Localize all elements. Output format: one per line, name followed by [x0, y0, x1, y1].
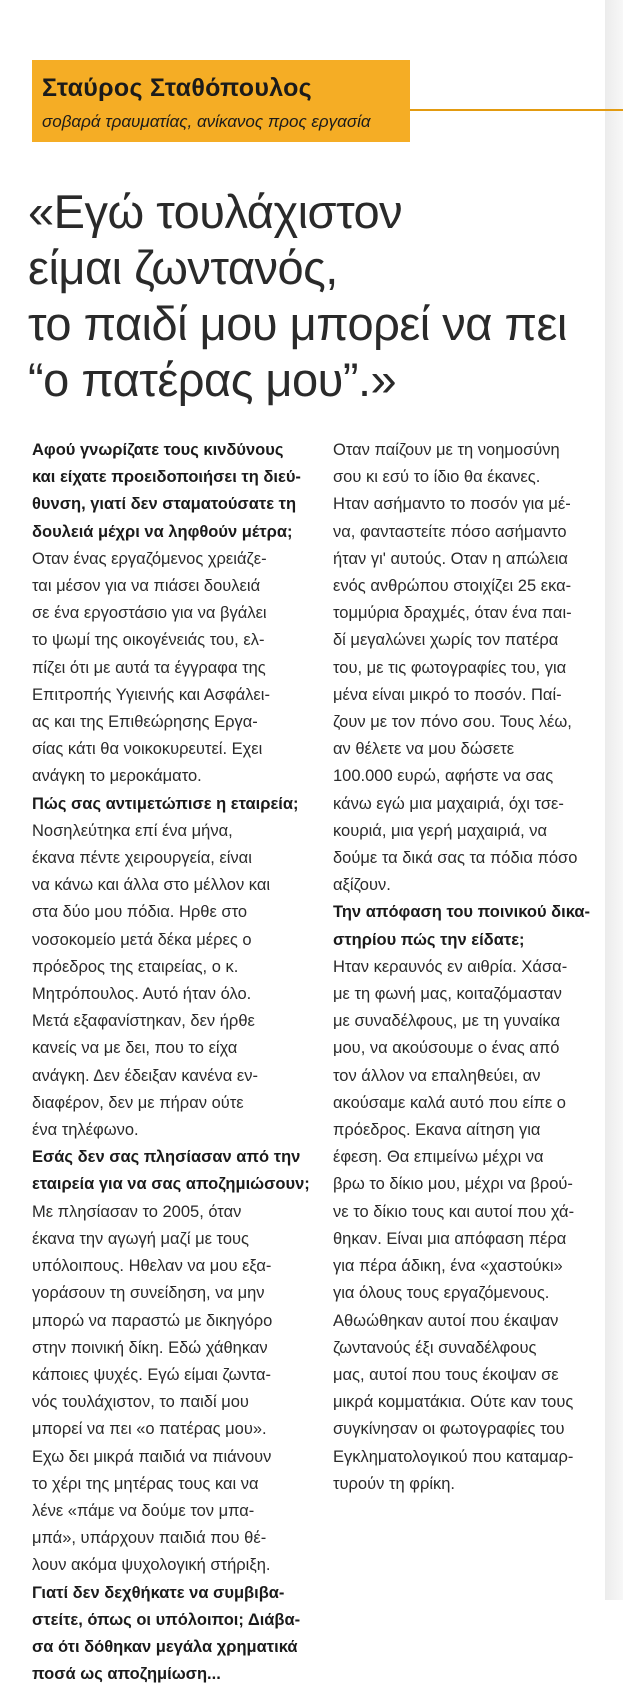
- interview-answer-line: κανείς να με δει, που το είχα: [32, 1039, 238, 1058]
- interview-answer-line: Αθωώθηκαν αυτοί που έκαψαν: [333, 1311, 559, 1330]
- interview-answer-line: θηκαν. Είναι μια απόφαση πέρα: [333, 1229, 567, 1248]
- interview-answer-line: ανάγκη. Δεν έδειξαν κανένα εν-: [32, 1066, 259, 1085]
- interview-answer-line: αξίζουν.: [333, 876, 391, 895]
- interview-answer-line: έφεση. Θα επιμείνω μέχρι να: [333, 1148, 544, 1167]
- interview-question-line: εταιρεία για να σας αποζημιώσουν;: [32, 1175, 310, 1194]
- banner-rule: [410, 109, 623, 111]
- interview-answer-line: 100.000 ευρώ, αφήστε να σας: [333, 767, 554, 786]
- interview-answer-line: το ψωμί της οικογένειάς του, ελ-: [32, 631, 265, 650]
- interview-answer-line: με συναδέλφους, με τη γυναίκα: [333, 1012, 560, 1031]
- interview-answer-line: Εγκληματολογικού που καταμαρ-: [333, 1447, 574, 1466]
- interview-answer-line: λουν ακόμα ψυχολογική στήριξη.: [32, 1556, 271, 1575]
- interview-question-line: στείτε, όπως οι υπόλοιποι; Διάβα-: [32, 1610, 301, 1629]
- interview-question-line: Πώς σας αντιμετώπισε η εταιρεία;: [32, 794, 299, 813]
- interview-answer-line: ας και της Επιθεώρησης Εργα-: [32, 713, 258, 732]
- interview-answer-line: σου κι εσύ το ίδιο θα έκανες.: [333, 468, 541, 487]
- interview-answer-line: λένε «πάμε να δούμε τον μπα-: [32, 1501, 255, 1520]
- interview-answer-line: Οταν παίζουν με τη νοημοσύνη: [333, 441, 560, 459]
- interview-answer-line: να κάνω και άλλα στο μέλλον και: [32, 876, 271, 895]
- interview-answer-line: ενός ανθρώπου στοιχίζει 25 εκα-: [333, 577, 572, 596]
- interview-question-line: Εσάς δεν σας πλησίασαν από την: [32, 1148, 301, 1167]
- interview-answer-line: αν θέλετε να μου δώσετε: [333, 740, 515, 759]
- interview-answer-line: πίζει ότι με αυτά τα έγγραφα της: [32, 658, 266, 677]
- interview-answer-line: Επιτροπής Υγιεινής και Ασφάλει-: [32, 685, 270, 704]
- interview-answer-line: με τη φωνή μας, κοιταζόμασταν: [333, 985, 562, 1004]
- pull-quote: [28, 184, 623, 408]
- interview-question-line: και είχατε προειδοποιήσει τη διεύ-: [32, 468, 301, 487]
- interview-answer-line: μπορεί να πει «ο πατέρας μου».: [32, 1420, 267, 1439]
- interview-answer-line: σίας κάτι θα νοικοκυρευτεί. Εχει: [32, 740, 263, 759]
- interview-answer-line: έκανα την αγωγή μαζί με τους: [32, 1229, 249, 1248]
- interview-question-line: στηρίου πώς την είδατε;: [333, 930, 525, 949]
- interview-answer-line: γοράσουν τη συνείδηση, να μην: [32, 1284, 265, 1303]
- interview-question-line: ποσά ως αποζημίωση...: [32, 1665, 221, 1684]
- interview-answer-line: μικρά κομματάκια. Ούτε καν τους: [333, 1393, 574, 1412]
- interview-question-line: δουλειά μέχρι να ληφθούν μέτρα;: [32, 522, 293, 541]
- interview-answer-line: για όλους τους εργαζόμενους.: [333, 1284, 550, 1303]
- interview-answer-line: κάποιες ψυχές. Εγώ είμαι ζωντα-: [32, 1365, 272, 1384]
- interview-answer-line: Εχω δει μικρά παιδιά να πιάνουν: [32, 1447, 272, 1466]
- interview-answer-line: νός τουλάχιστον, το παιδί μου: [32, 1393, 249, 1412]
- interview-answer-line: να, φανταστείτε πόσο ασήμαντο: [333, 522, 567, 541]
- interview-answer-line: Νοσηλεύτηκα επί ένα μήνα,: [32, 821, 233, 840]
- interview-answer-line: συγκίνησαν οι φωτογραφίες του: [333, 1420, 565, 1439]
- interview-question-line: Γιατί δεν δεχθήκατε να συμβιβα-: [32, 1583, 285, 1602]
- interview-answer-line: Με πλησίασαν το 2005, όταν: [32, 1202, 242, 1221]
- interview-answer-line: μπά», υπάρχουν παιδιά που θέ-: [32, 1529, 267, 1548]
- person-name: Σταύρος Σταθόπουλος: [42, 74, 312, 102]
- interview-answer-line: πρόεδρος. Εκανα αίτηση για: [333, 1121, 541, 1140]
- interview-answer-line: για πέρα άδικη, ένα «χαστούκι»: [333, 1257, 563, 1276]
- interview-answer-line: ζωντανούς έξι συναδέλφους: [333, 1338, 537, 1357]
- pull-quote-line: είμαι ζωντανός,: [28, 241, 338, 294]
- interview-answer-line: μπορώ να παραστώ με δικηγόρο: [32, 1311, 273, 1330]
- interview-answer-line: νοσοκομείο μετά δέκα μέρες ο: [32, 930, 252, 949]
- interview-answer-line: βρω το δίκιο μου, μέχρι να βρού-: [333, 1175, 573, 1194]
- interview-answer-line: πρόεδρος της εταιρείας, ο κ.: [32, 957, 239, 976]
- interview-answer-line: υπόλοιπους. Ηθελαν να μου εξα-: [32, 1257, 272, 1276]
- interview-answer-line: ανάγκη το μεροκάματο.: [32, 767, 202, 786]
- interview-answer-line: δούμε τα δικά σας τα πόδια πόσο: [333, 849, 578, 868]
- interview-answer-line: στην ποινική δίκη. Εδώ χάθηκαν: [32, 1338, 268, 1357]
- person-description: σοβαρά τραυματίας, ανίκανος προς εργασία: [42, 112, 371, 131]
- interview-answer-line: τομμύρια δραχμές, όταν ένα παι-: [333, 604, 572, 623]
- interview-answer-line: ται μέσον για να πιάσει δουλειά: [32, 577, 261, 596]
- article-column-left: [32, 437, 328, 1688]
- interview-answer-line: Μετά εξαφανίστηκαν, δεν ήρθε: [32, 1012, 255, 1031]
- interview-answer-line: ένα τηλέφωνο.: [32, 1121, 139, 1140]
- article-column-right: [333, 437, 613, 1498]
- interview-answer-line: σε ένα εργοστάσιο για να βγάλει: [32, 604, 267, 623]
- interview-question-line: Αφού γνωρίζατε τους κινδύνους: [32, 441, 284, 459]
- interview-question-line: σα ότι δόθηκαν μεγάλα χρηματικά: [32, 1637, 298, 1656]
- interview-answer-line: διαφέρον, δεν με πήραν ούτε: [32, 1093, 244, 1112]
- pull-quote-line: «Εγώ τουλάχιστον: [28, 185, 403, 238]
- interview-answer-line: στα δύο μου πόδια. Ηρθε στο: [32, 903, 248, 922]
- interview-answer-line: τυρούν τη φρίκη.: [333, 1474, 456, 1493]
- interview-answer-line: τον άλλον να επαληθεύει, αν: [333, 1066, 541, 1085]
- interview-answer-line: Οταν ένας εργαζόμενος χρειάζε-: [32, 549, 267, 568]
- interview-answer-line: κουριά, μια γερή μαχαιριά, να: [333, 821, 548, 840]
- interview-answer-line: μας, αυτοί που τους έκοψαν σε: [333, 1365, 559, 1384]
- pull-quote-line: το παιδί μου μπορεί να πει: [28, 297, 567, 350]
- pull-quote-line: “ο πατέρας μου”.»: [28, 353, 397, 406]
- interview-answer-line: ζουν με τον πόνο σου. Τους λέω,: [333, 713, 572, 732]
- interview-answer-line: Ηταν ασήμαντο το ποσόν για μέ-: [333, 495, 571, 514]
- interview-answer-line: το χέρι της μητέρας τους και να: [32, 1474, 259, 1493]
- interview-answer-line: ακούσαμε καλά αυτό που είπε ο: [333, 1093, 566, 1112]
- interview-answer-line: έκανα πέντε χειρουργεία, είναι: [32, 849, 252, 868]
- interview-answer-line: δί μεγαλώνει χωρίς τον πατέρα: [333, 631, 559, 650]
- interview-answer-line: Ηταν κεραυνός εν αιθρία. Χάσα-: [333, 957, 568, 976]
- interview-answer-line: κάνω εγώ μια μαχαιριά, όχι τσε-: [333, 794, 564, 813]
- interview-question-line: θυνση, γιατί δεν σταματούσατε τη: [32, 495, 297, 514]
- interview-answer-line: νε το δίκιο τους και αυτοί που χά-: [333, 1202, 575, 1221]
- interview-answer-line: του, με τις φωτογραφίες του, για: [333, 658, 567, 677]
- interview-answer-line: ήταν γι' αυτούς. Οταν η απώλεια: [333, 549, 568, 568]
- interview-answer-line: μένα είναι μικρό το ποσόν. Παί-: [333, 685, 562, 704]
- interview-answer-line: μου, να ακούσουμε ο ένας από: [333, 1039, 560, 1058]
- interview-question-line: Την απόφαση του ποινικού δικα-: [333, 903, 591, 922]
- interview-answer-line: Μητρόπουλος. Αυτό ήταν όλο.: [32, 985, 252, 1004]
